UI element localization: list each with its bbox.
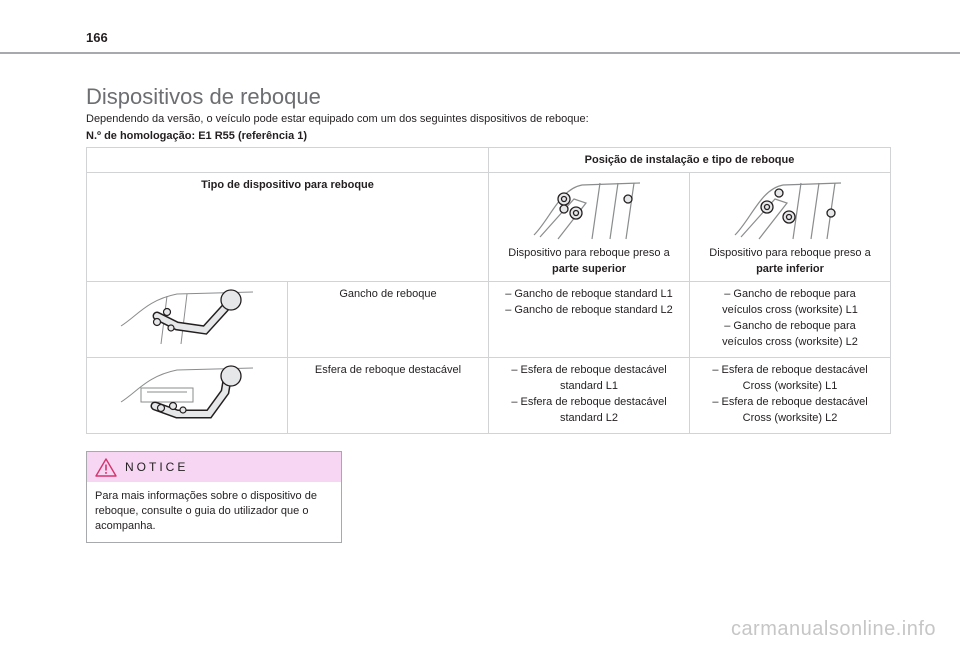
- variant-line: – Esfera de reboque destacável: [511, 396, 667, 408]
- variant-line: – Esfera de reboque destacável: [511, 364, 667, 376]
- tow-hook-illustration: [117, 286, 257, 348]
- variant-line: veículos cross (worksite) L1: [722, 304, 858, 316]
- device-label-cell: [288, 358, 489, 434]
- notice-box: [86, 451, 342, 543]
- page-number: 166: [86, 30, 108, 45]
- device-label-cell: [288, 282, 489, 358]
- homologation-number: N.º de homologação: E1 R55 (referência 1): [86, 130, 308, 142]
- device-label: Gancho de reboque: [339, 288, 437, 300]
- upper-variants-cell: [489, 282, 690, 358]
- device-type-header: Tipo de dispositivo para reboque: [87, 173, 489, 282]
- variant-line: – Gancho de reboque standard L2: [505, 304, 673, 316]
- upper-mount-illustration: [530, 179, 648, 241]
- watermark: carmanualsonline.info: [730, 618, 936, 640]
- variant-line: – Gancho de reboque para: [724, 288, 856, 300]
- position-lower-caption-bold: parte inferior: [756, 263, 824, 275]
- variant-line: standard L1: [559, 380, 619, 392]
- notice-text: Para mais informações sobre o dispositivo de reboque, consulte o guia do utilizador que o acompanha.: [95, 490, 317, 532]
- lower-mount-illustration: [731, 179, 849, 241]
- variant-line: Cross (worksite) L2: [742, 412, 838, 424]
- group-header: Posição de instalação e tipo de reboque: [489, 148, 891, 173]
- tow-hook-image-cell: [87, 282, 288, 358]
- table-position-row: [87, 173, 891, 282]
- position-upper-caption-bold: parte superior: [552, 263, 626, 275]
- variant-line: Cross (worksite) L1: [742, 380, 838, 392]
- towing-devices-table: [86, 147, 891, 434]
- position-lower-caption: Dispositivo para reboque preso a: [709, 247, 871, 259]
- tow-ball-image-cell: [87, 358, 288, 434]
- position-upper-cell: [489, 173, 690, 282]
- notice-header: [87, 452, 341, 482]
- intro-text: Dependendo da versão, o veículo pode estar equipado com um dos seguintes dispositivos de reboque:: [86, 113, 589, 125]
- table-row: [87, 358, 891, 434]
- variant-line: – Gancho de reboque standard L1: [505, 288, 673, 300]
- header-divider: [0, 52, 960, 54]
- warning-triangle-icon: [95, 458, 117, 477]
- detachable-tow-ball-illustration: [117, 362, 257, 424]
- lower-variants-cell: [690, 282, 891, 358]
- notice-title: NOTICE: [125, 460, 189, 474]
- table-header-row: [87, 148, 891, 173]
- position-lower-cell: [690, 173, 891, 282]
- variant-line: – Gancho de reboque para: [724, 320, 856, 332]
- upper-variants-cell: [489, 358, 690, 434]
- table-row: [87, 282, 891, 358]
- device-label: Esfera de reboque destacável: [314, 364, 462, 376]
- variant-line: – Esfera de reboque destacável: [712, 396, 868, 408]
- page-title: Dispositivos de reboque: [86, 84, 321, 109]
- variant-line: – Esfera de reboque destacável: [712, 364, 868, 376]
- lower-variants-cell: [690, 358, 891, 434]
- empty-header-cell: [87, 148, 489, 173]
- variant-line: veículos cross (worksite) L2: [722, 336, 858, 348]
- position-upper-caption: Dispositivo para reboque preso a: [508, 247, 670, 259]
- variant-line: standard L2: [559, 412, 619, 424]
